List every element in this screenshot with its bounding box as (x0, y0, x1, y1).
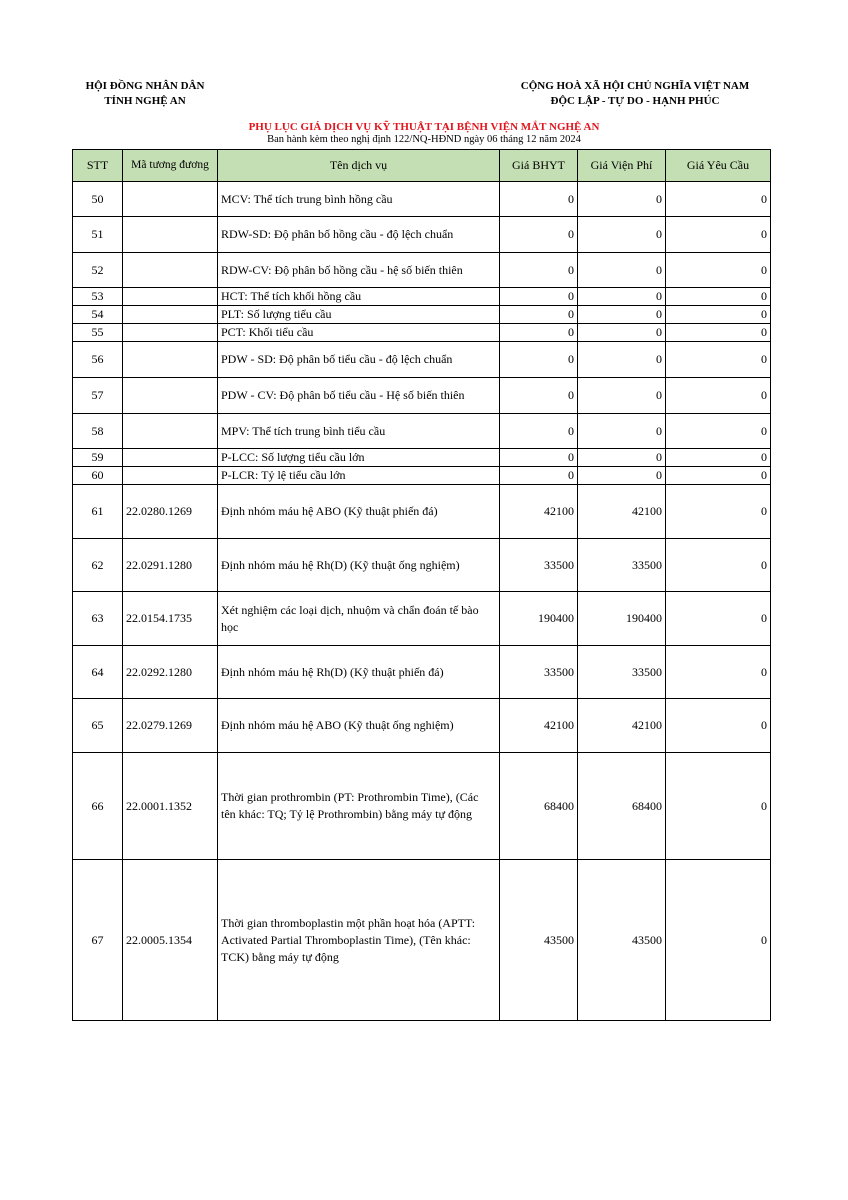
row-hospital-price: 0 (578, 342, 666, 378)
row-bhyt-price: 68400 (500, 753, 578, 860)
council-header (70, 79, 220, 109)
row-code: 22.0154.1735 (123, 592, 218, 646)
row-code (123, 253, 218, 288)
table-row (73, 342, 771, 378)
row-bhyt-price: 0 (500, 253, 578, 288)
row-bhyt-price: 42100 (500, 699, 578, 753)
row-bhyt-price: 0 (500, 449, 578, 467)
row-bhyt-price: 0 (500, 414, 578, 449)
row-bhyt-price: 0 (500, 378, 578, 414)
row-bhyt-price: 0 (500, 342, 578, 378)
row-service-name: RDW-SD: Độ phân bố hồng cầu - độ lệch chuẩn (218, 217, 500, 253)
row-hospital-price: 0 (578, 378, 666, 414)
table-row (73, 288, 771, 306)
row-request-price: 0 (666, 182, 771, 217)
row-service-name: Thời gian prothrombin (PT: Prothrombin Time), (Các tên khác: TQ; Tỷ lệ Prothrombin) bằng máy tự động (218, 753, 500, 860)
row-service-name: HCT: Thể tích khối hồng cầu (218, 288, 500, 306)
document-subtitle: Ban hành kèm theo nghị định 122/NQ-HĐND ngày 06 tháng 12 năm 2024 (267, 134, 581, 145)
row-service-name: RDW-CV: Độ phân bố hồng cầu - hệ số biến thiên (218, 253, 500, 288)
row-code (123, 306, 218, 324)
row-service-name: Định nhóm máu hệ Rh(D) (Kỹ thuật phiến đá) (218, 646, 500, 699)
row-code: 22.0279.1269 (123, 699, 218, 753)
national-motto (500, 79, 770, 109)
row-request-price: 0 (666, 467, 771, 485)
country-name: CỘNG HOÀ XÃ HỘI CHỦ NGHĨA VIỆT NAM (520, 80, 750, 92)
row-request-price: 0 (666, 288, 771, 306)
row-request-price: 0 (666, 414, 771, 449)
row-code (123, 449, 218, 467)
row-stt: 58 (73, 414, 123, 449)
province-name: TỈNH NGHỆ AN (104, 95, 186, 107)
row-stt: 60 (73, 467, 123, 485)
row-hospital-price: 33500 (578, 539, 666, 592)
row-hospital-price: 0 (578, 182, 666, 217)
row-service-name: PDW - CV: Độ phân bố tiểu cầu - Hệ số biến thiên (218, 378, 500, 414)
row-bhyt-price: 0 (500, 467, 578, 485)
row-request-price: 0 (666, 449, 771, 467)
row-code: 22.0291.1280 (123, 539, 218, 592)
row-stt: 53 (73, 288, 123, 306)
table-row (73, 182, 771, 217)
row-request-price: 0 (666, 217, 771, 253)
row-service-name: Định nhóm máu hệ ABO (Kỹ thuật ống nghiệm) (218, 699, 500, 753)
motto-line: ĐỘC LẬP - TỰ DO - HẠNH PHÚC (550, 95, 720, 107)
row-hospital-price: 0 (578, 467, 666, 485)
table-row (73, 378, 771, 414)
row-bhyt-price: 0 (500, 324, 578, 342)
row-service-name: Thời gian thromboplastin một phần hoạt hóa (APTT: Activated Partial Thromboplastin Time), (Tên khác: TCK) bằng máy tự động (218, 860, 500, 1021)
row-code (123, 414, 218, 449)
row-hospital-price: 0 (578, 217, 666, 253)
row-hospital-price: 190400 (578, 592, 666, 646)
row-stt: 52 (73, 253, 123, 288)
row-code (123, 342, 218, 378)
row-request-price: 0 (666, 646, 771, 699)
row-code (123, 182, 218, 217)
row-hospital-price: 68400 (578, 753, 666, 860)
column-header-stt: STT (73, 150, 123, 182)
table-row (73, 539, 771, 592)
row-bhyt-price: 0 (500, 306, 578, 324)
row-code (123, 467, 218, 485)
row-hospital-price: 43500 (578, 860, 666, 1021)
row-code: 22.0005.1354 (123, 860, 218, 1021)
row-bhyt-price: 42100 (500, 485, 578, 539)
table-body (73, 182, 771, 1021)
table-header-row (73, 150, 771, 182)
row-hospital-price: 0 (578, 288, 666, 306)
row-request-price: 0 (666, 592, 771, 646)
row-request-price: 0 (666, 699, 771, 753)
table-row (73, 485, 771, 539)
council-name: HỘI ĐỒNG NHÂN DÂN (85, 80, 205, 92)
row-code (123, 324, 218, 342)
row-hospital-price: 0 (578, 253, 666, 288)
row-stt: 63 (73, 592, 123, 646)
row-service-name: MPV: Thể tích trung bình tiểu cầu (218, 414, 500, 449)
row-bhyt-price: 43500 (500, 860, 578, 1021)
row-bhyt-price: 0 (500, 182, 578, 217)
row-stt: 59 (73, 449, 123, 467)
row-stt: 55 (73, 324, 123, 342)
price-table (72, 149, 771, 1021)
row-bhyt-price: 33500 (500, 539, 578, 592)
row-request-price: 0 (666, 342, 771, 378)
row-stt: 62 (73, 539, 123, 592)
row-code (123, 378, 218, 414)
row-hospital-price: 0 (578, 324, 666, 342)
row-service-name: MCV: Thể tích trung bình hồng cầu (218, 182, 500, 217)
row-service-name: PCT: Khối tiểu cầu (218, 324, 500, 342)
table-row (73, 306, 771, 324)
table-row (73, 753, 771, 860)
row-code (123, 288, 218, 306)
row-request-price: 0 (666, 324, 771, 342)
row-stt: 64 (73, 646, 123, 699)
row-hospital-price: 0 (578, 414, 666, 449)
row-service-name: Định nhóm máu hệ Rh(D) (Kỹ thuật ống nghiệm) (218, 539, 500, 592)
row-stt: 57 (73, 378, 123, 414)
column-header-request-price: Giá Yêu Cầu (666, 150, 771, 182)
row-bhyt-price: 0 (500, 288, 578, 306)
row-service-name: Xét nghiệm các loại dịch, nhuộm và chẩn đoán tế bào học (218, 592, 500, 646)
row-bhyt-price: 33500 (500, 646, 578, 699)
row-stt: 66 (73, 753, 123, 860)
row-stt: 56 (73, 342, 123, 378)
row-request-price: 0 (666, 306, 771, 324)
table-row (73, 467, 771, 485)
row-request-price: 0 (666, 539, 771, 592)
table-row (73, 592, 771, 646)
row-request-price: 0 (666, 253, 771, 288)
row-request-price: 0 (666, 860, 771, 1021)
row-service-name: P-LCR: Tỷ lệ tiểu cầu lớn (218, 467, 500, 485)
table-row (73, 699, 771, 753)
table-row (73, 860, 771, 1021)
column-header-service-name: Tên dịch vụ (218, 150, 500, 182)
row-hospital-price: 0 (578, 449, 666, 467)
column-header-hospital-price: Giá Viện Phí (578, 150, 666, 182)
row-stt: 54 (73, 306, 123, 324)
row-code: 22.0001.1352 (123, 753, 218, 860)
row-stt: 65 (73, 699, 123, 753)
table-row (73, 646, 771, 699)
row-bhyt-price: 190400 (500, 592, 578, 646)
row-code: 22.0292.1280 (123, 646, 218, 699)
table-row (73, 217, 771, 253)
row-request-price: 0 (666, 485, 771, 539)
row-request-price: 0 (666, 378, 771, 414)
table-row (73, 324, 771, 342)
row-bhyt-price: 0 (500, 217, 578, 253)
row-request-price: 0 (666, 753, 771, 860)
row-hospital-price: 33500 (578, 646, 666, 699)
row-hospital-price: 0 (578, 306, 666, 324)
column-header-code: Mã tương đương (123, 150, 218, 182)
row-code: 22.0280.1269 (123, 485, 218, 539)
row-code (123, 217, 218, 253)
document-title: PHỤ LỤC GIÁ DỊCH VỤ KỸ THUẬT TẠI BỆNH VIỆN MẮT NGHỆ AN (248, 121, 600, 133)
row-stt: 51 (73, 217, 123, 253)
table-row (73, 449, 771, 467)
row-stt: 61 (73, 485, 123, 539)
row-stt: 67 (73, 860, 123, 1021)
row-service-name: PDW - SD: Độ phân bố tiểu cầu - độ lệch chuẩn (218, 342, 500, 378)
row-stt: 50 (73, 182, 123, 217)
table-row (73, 253, 771, 288)
row-hospital-price: 42100 (578, 699, 666, 753)
table-row (73, 414, 771, 449)
row-service-name: Định nhóm máu hệ ABO (Kỹ thuật phiến đá) (218, 485, 500, 539)
row-service-name: PLT: Số lượng tiểu cầu (218, 306, 500, 324)
row-service-name: P-LCC: Số lượng tiểu cầu lớn (218, 449, 500, 467)
column-header-bhyt-price: Giá BHYT (500, 150, 578, 182)
row-hospital-price: 42100 (578, 485, 666, 539)
